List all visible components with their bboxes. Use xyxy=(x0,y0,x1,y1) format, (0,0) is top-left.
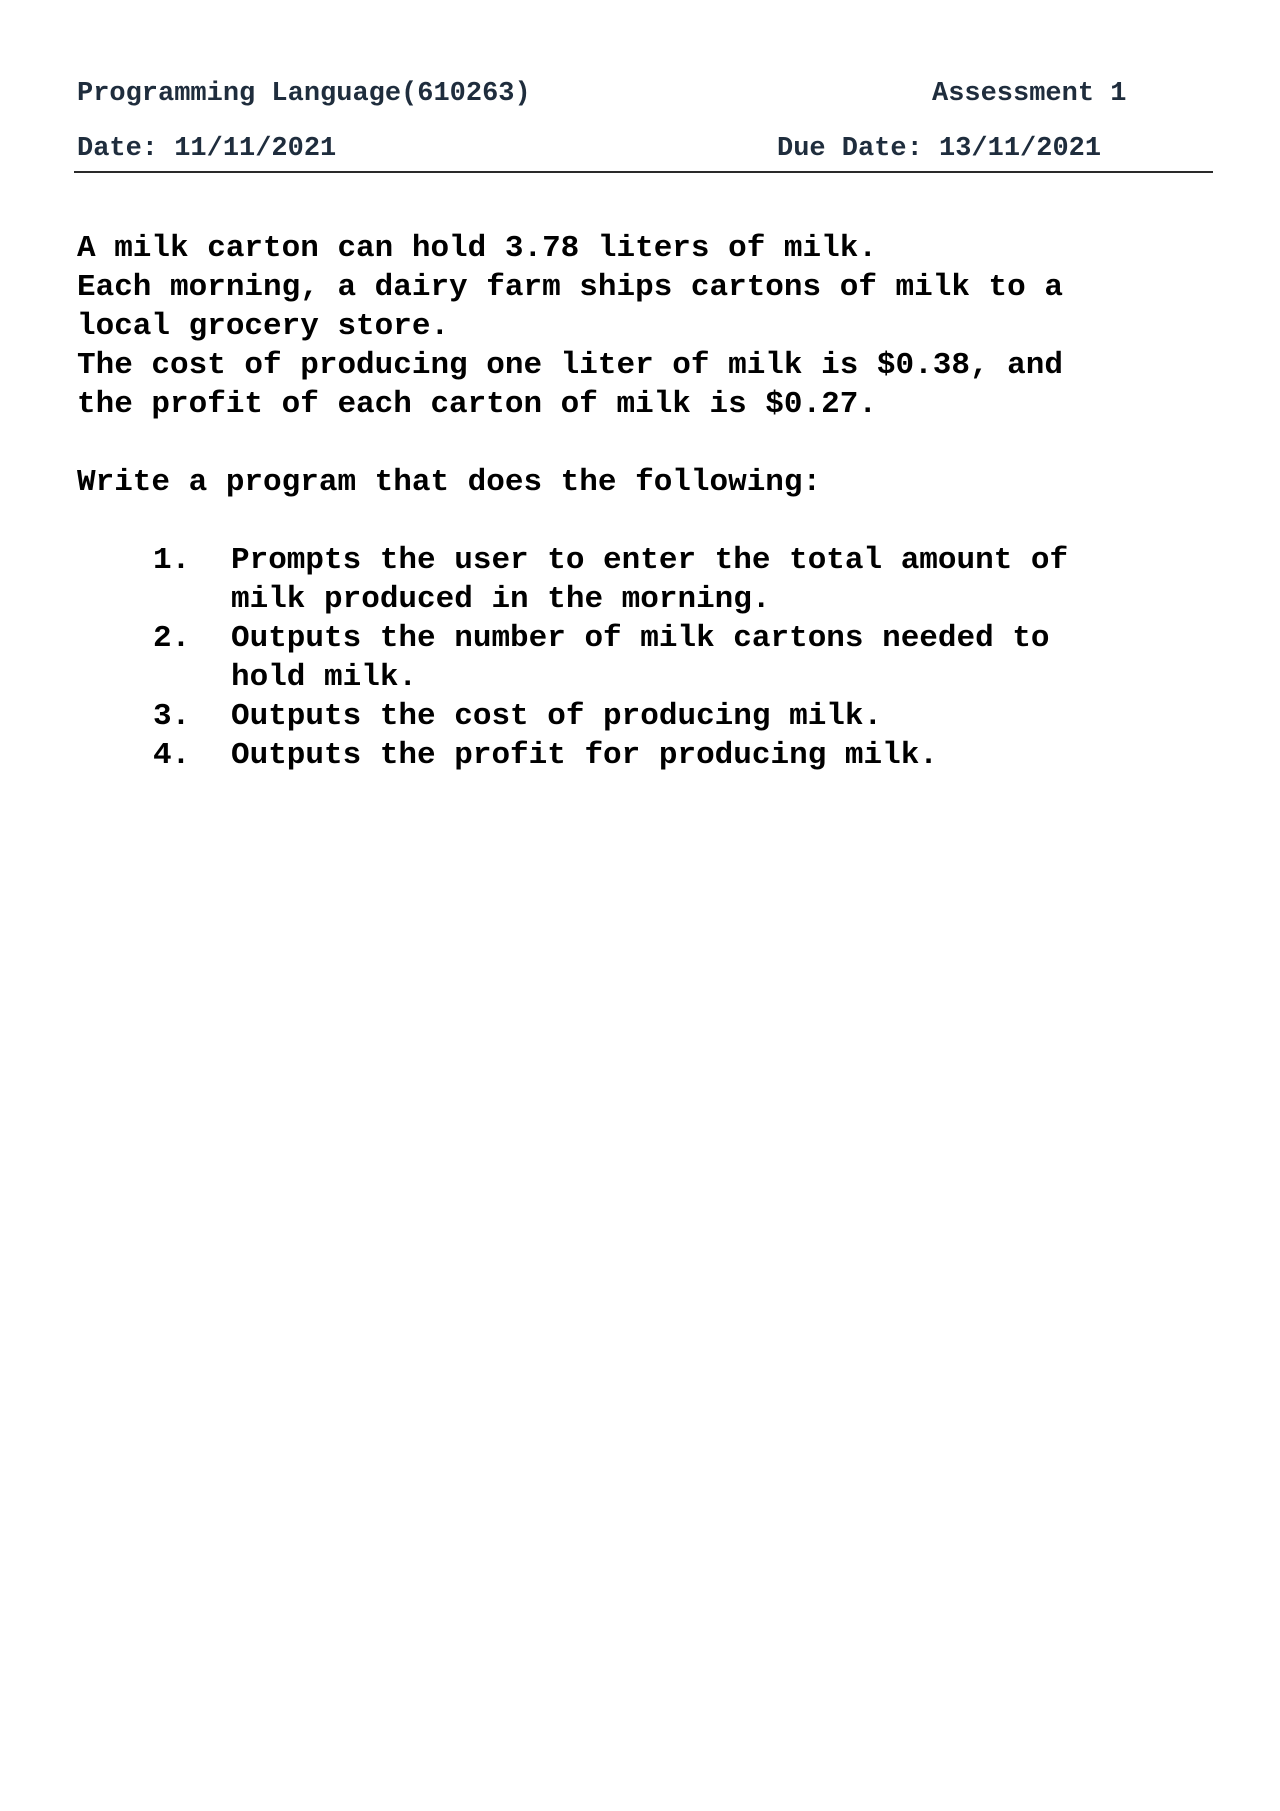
task-intro: Write a program that does the following: xyxy=(77,465,822,500)
due-date: Due Date: 13/11/2021 xyxy=(777,134,1102,164)
list-item xyxy=(153,736,1173,775)
list-item-text: Prompts the user to enter the total amount of milk produced in the morning. xyxy=(231,543,1069,617)
course-title: Programming Language(610263) xyxy=(77,79,531,109)
list-item xyxy=(153,541,1173,619)
assessment-label: Assessment 1 xyxy=(932,79,1127,109)
list-item xyxy=(153,619,1173,697)
issue-date: Date: 11/11/2021 xyxy=(77,134,337,164)
problem-description: A milk carton can hold 3.78 liters of milk. Each morning, a dairy farm ships cartons of milk to a local grocery store. The cost of producing one liter of milk is $0.38, and the profit of each carton of milk is $0.27. xyxy=(77,231,1063,422)
list-item-number: 3. xyxy=(153,699,191,734)
list-item-number: 1. xyxy=(153,543,191,578)
list-item-text: Outputs the cost of producing milk. xyxy=(231,699,883,734)
list-item-text: Outputs the number of milk cartons needed to hold milk. xyxy=(231,621,1050,695)
header-divider xyxy=(74,171,1213,173)
list-item-number: 4. xyxy=(153,738,191,773)
list-item-text: Outputs the profit for producing milk. xyxy=(231,738,938,773)
list-item-number: 2. xyxy=(153,621,191,656)
list-item xyxy=(153,697,1173,736)
requirements-list xyxy=(153,541,1173,775)
